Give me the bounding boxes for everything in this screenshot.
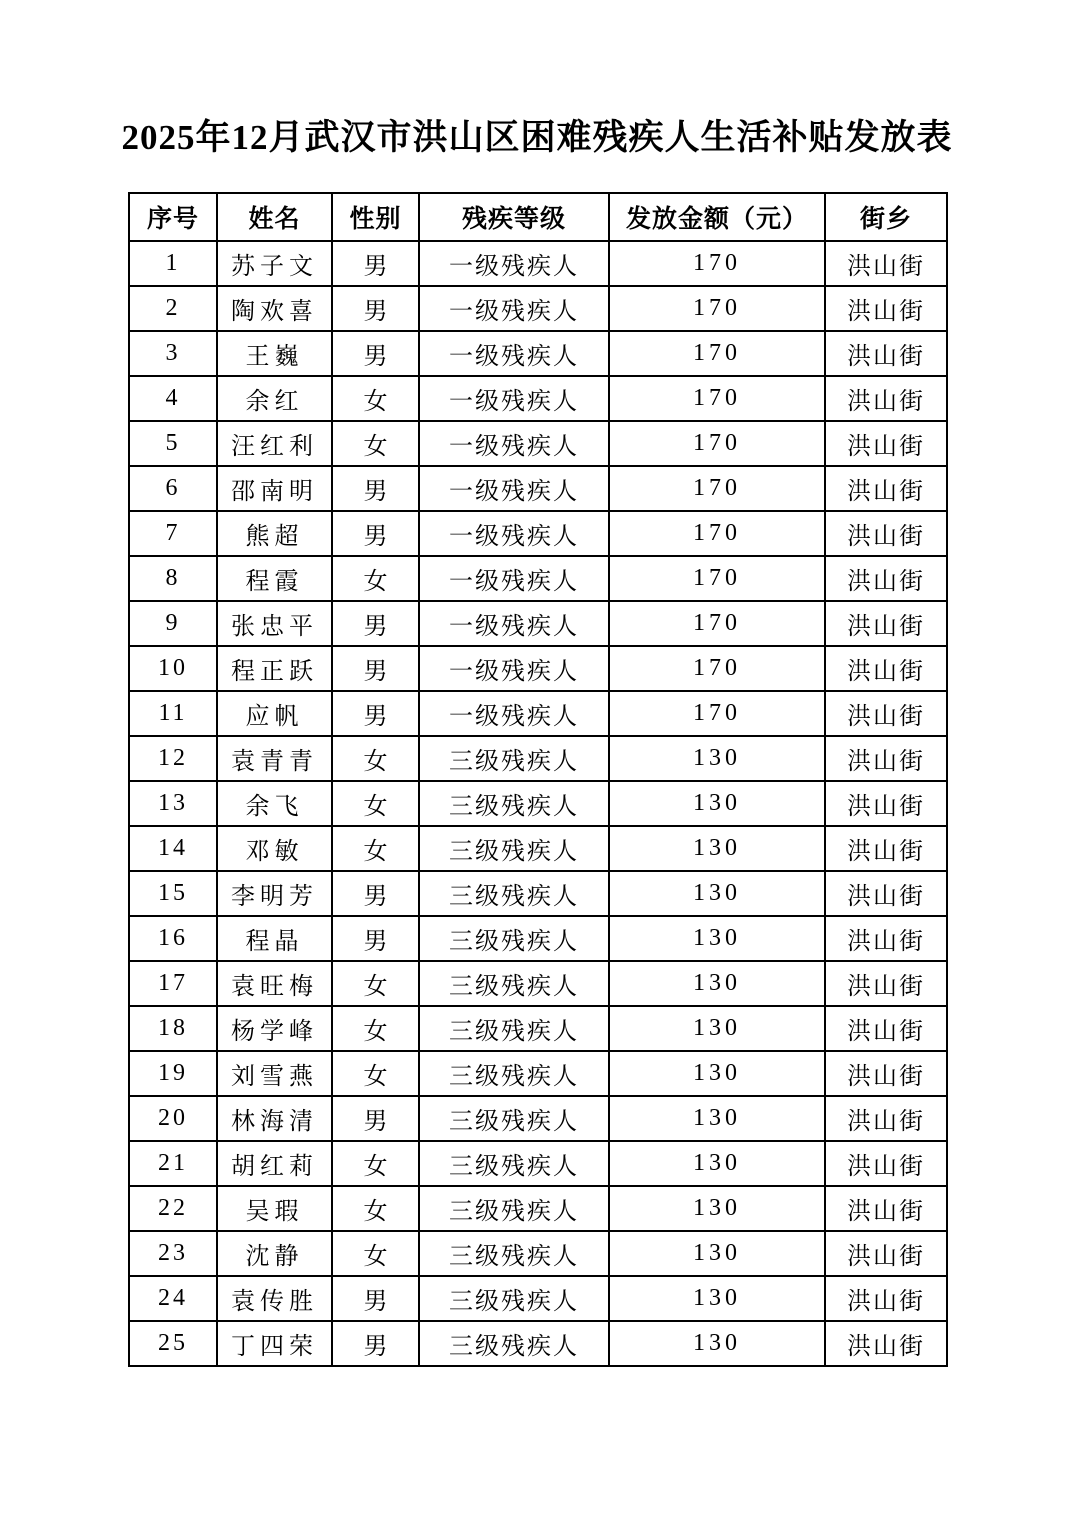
name-cell: 应帆 [217,691,332,736]
table-row [129,421,947,466]
serial-cell: 24 [129,1276,217,1321]
name-cell: 汪红利 [217,421,332,466]
disability-level-cell: 三级残疾人 [419,736,609,781]
gender-cell: 女 [332,826,419,871]
serial-cell: 25 [129,1321,217,1366]
serial-cell: 19 [129,1051,217,1096]
serial-cell: 16 [129,916,217,961]
name-cell: 袁传胜 [217,1276,332,1321]
gender-cell: 女 [332,376,419,421]
serial-cell: 18 [129,1006,217,1051]
table-row [129,736,947,781]
table-row [129,1141,947,1186]
name-cell: 丁四荣 [217,1321,332,1366]
serial-cell: 9 [129,601,217,646]
gender-cell: 女 [332,1141,419,1186]
disability-level-cell: 三级残疾人 [419,1186,609,1231]
gender-cell: 女 [332,781,419,826]
street-cell: 洪山街 [825,961,947,1006]
street-cell: 洪山街 [825,646,947,691]
table-row [129,511,947,556]
name-cell: 杨学峰 [217,1006,332,1051]
table-row [129,781,947,826]
gender-cell: 男 [332,601,419,646]
header-street: 街乡 [825,193,947,241]
name-cell: 刘雪燕 [217,1051,332,1096]
amount-cell: 130 [609,1321,825,1366]
header-serial: 序号 [129,193,217,241]
disability-level-cell: 三级残疾人 [419,781,609,826]
name-cell: 余红 [217,376,332,421]
amount-cell: 130 [609,1186,825,1231]
street-cell: 洪山街 [825,241,947,286]
disability-level-cell: 一级残疾人 [419,376,609,421]
name-cell: 胡红莉 [217,1141,332,1186]
name-cell: 林海清 [217,1096,332,1141]
serial-cell: 12 [129,736,217,781]
street-cell: 洪山街 [825,331,947,376]
table-row [129,556,947,601]
table-row [129,646,947,691]
gender-cell: 女 [332,961,419,1006]
amount-cell: 130 [609,1276,825,1321]
name-cell: 程霞 [217,556,332,601]
amount-cell: 170 [609,691,825,736]
street-cell: 洪山街 [825,1186,947,1231]
table-header-row [129,193,947,241]
street-cell: 洪山街 [825,1231,947,1276]
amount-cell: 170 [609,286,825,331]
serial-cell: 5 [129,421,217,466]
name-cell: 袁青青 [217,736,332,781]
amount-cell: 170 [609,646,825,691]
gender-cell: 男 [332,916,419,961]
street-cell: 洪山街 [825,1051,947,1096]
table-row [129,331,947,376]
serial-cell: 4 [129,376,217,421]
amount-cell: 170 [609,466,825,511]
amount-cell: 130 [609,1141,825,1186]
serial-cell: 7 [129,511,217,556]
amount-cell: 130 [609,961,825,1006]
table-row [129,1006,947,1051]
gender-cell: 男 [332,241,419,286]
name-cell: 邓敏 [217,826,332,871]
table-row [129,1186,947,1231]
header-disability-level: 残疾等级 [419,193,609,241]
serial-cell: 13 [129,781,217,826]
gender-cell: 男 [332,871,419,916]
gender-cell: 女 [332,421,419,466]
street-cell: 洪山街 [825,826,947,871]
gender-cell: 男 [332,1096,419,1141]
header-name: 姓名 [217,193,332,241]
gender-cell: 男 [332,286,419,331]
gender-cell: 男 [332,1321,419,1366]
disability-level-cell: 一级残疾人 [419,421,609,466]
amount-cell: 130 [609,1006,825,1051]
table-header [129,193,947,241]
amount-cell: 170 [609,556,825,601]
street-cell: 洪山街 [825,376,947,421]
serial-cell: 11 [129,691,217,736]
disability-level-cell: 三级残疾人 [419,826,609,871]
disability-level-cell: 一级残疾人 [419,286,609,331]
disability-level-cell: 三级残疾人 [419,916,609,961]
table-row [129,1231,947,1276]
street-cell: 洪山街 [825,601,947,646]
table-row [129,466,947,511]
disability-level-cell: 三级残疾人 [419,1276,609,1321]
disability-level-cell: 三级残疾人 [419,1096,609,1141]
header-gender: 性别 [332,193,419,241]
name-cell: 陶欢喜 [217,286,332,331]
street-cell: 洪山街 [825,1276,947,1321]
amount-cell: 170 [609,511,825,556]
street-cell: 洪山街 [825,691,947,736]
street-cell: 洪山街 [825,1096,947,1141]
table-row [129,961,947,1006]
name-cell: 程晶 [217,916,332,961]
disability-level-cell: 三级残疾人 [419,1006,609,1051]
street-cell: 洪山街 [825,736,947,781]
street-cell: 洪山街 [825,781,947,826]
table-row [129,1051,947,1096]
gender-cell: 女 [332,736,419,781]
serial-cell: 23 [129,1231,217,1276]
amount-cell: 130 [609,736,825,781]
serial-cell: 3 [129,331,217,376]
street-cell: 洪山街 [825,421,947,466]
gender-cell: 女 [332,1231,419,1276]
table-row [129,376,947,421]
name-cell: 王巍 [217,331,332,376]
serial-cell: 17 [129,961,217,1006]
disability-level-cell: 一级残疾人 [419,241,609,286]
table-row [129,1321,947,1366]
gender-cell: 女 [332,556,419,601]
name-cell: 袁旺梅 [217,961,332,1006]
serial-cell: 6 [129,466,217,511]
serial-cell: 14 [129,826,217,871]
amount-cell: 170 [609,421,825,466]
disability-level-cell: 一级残疾人 [419,556,609,601]
street-cell: 洪山街 [825,1321,947,1366]
header-amount: 发放金额（元） [609,193,825,241]
gender-cell: 男 [332,646,419,691]
disability-level-cell: 三级残疾人 [419,961,609,1006]
name-cell: 熊超 [217,511,332,556]
name-cell: 苏子文 [217,241,332,286]
amount-cell: 130 [609,871,825,916]
gender-cell: 女 [332,1051,419,1096]
name-cell: 张忠平 [217,601,332,646]
serial-cell: 10 [129,646,217,691]
serial-cell: 22 [129,1186,217,1231]
serial-cell: 2 [129,286,217,331]
street-cell: 洪山街 [825,916,947,961]
table-row [129,871,947,916]
disability-level-cell: 三级残疾人 [419,1231,609,1276]
subsidy-table [128,192,948,1367]
amount-cell: 130 [609,1096,825,1141]
street-cell: 洪山街 [825,511,947,556]
table-row [129,826,947,871]
name-cell: 邵南明 [217,466,332,511]
gender-cell: 女 [332,1006,419,1051]
name-cell: 吴瑕 [217,1186,332,1231]
amount-cell: 130 [609,781,825,826]
table-row [129,241,947,286]
name-cell: 沈静 [217,1231,332,1276]
disability-level-cell: 一级残疾人 [419,511,609,556]
table-body [129,241,947,1366]
serial-cell: 15 [129,871,217,916]
amount-cell: 170 [609,241,825,286]
gender-cell: 男 [332,1276,419,1321]
amount-cell: 170 [609,331,825,376]
street-cell: 洪山街 [825,286,947,331]
street-cell: 洪山街 [825,556,947,601]
amount-cell: 130 [609,916,825,961]
amount-cell: 170 [609,601,825,646]
street-cell: 洪山街 [825,466,947,511]
table-row [129,691,947,736]
name-cell: 余飞 [217,781,332,826]
disability-level-cell: 一级残疾人 [419,601,609,646]
serial-cell: 1 [129,241,217,286]
disability-level-cell: 一级残疾人 [419,466,609,511]
street-cell: 洪山街 [825,1141,947,1186]
serial-cell: 20 [129,1096,217,1141]
amount-cell: 130 [609,1231,825,1276]
table-row [129,1096,947,1141]
street-cell: 洪山街 [825,1006,947,1051]
amount-cell: 130 [609,826,825,871]
disability-level-cell: 三级残疾人 [419,871,609,916]
gender-cell: 男 [332,511,419,556]
table-row [129,1276,947,1321]
gender-cell: 女 [332,1186,419,1231]
table-row [129,601,947,646]
table-row [129,916,947,961]
serial-cell: 21 [129,1141,217,1186]
disability-level-cell: 三级残疾人 [419,1051,609,1096]
table-row [129,286,947,331]
page-title: 2025年12月武汉市洪山区困难残疾人生活补贴发放表 [121,118,953,157]
amount-cell: 170 [609,376,825,421]
serial-cell: 8 [129,556,217,601]
gender-cell: 男 [332,466,419,511]
street-cell: 洪山街 [825,871,947,916]
amount-cell: 130 [609,1051,825,1096]
name-cell: 程正跃 [217,646,332,691]
disability-level-cell: 三级残疾人 [419,1321,609,1366]
disability-level-cell: 一级残疾人 [419,646,609,691]
gender-cell: 男 [332,331,419,376]
gender-cell: 男 [332,691,419,736]
disability-level-cell: 一级残疾人 [419,691,609,736]
disability-level-cell: 三级残疾人 [419,1141,609,1186]
disability-level-cell: 一级残疾人 [419,331,609,376]
name-cell: 李明芳 [217,871,332,916]
